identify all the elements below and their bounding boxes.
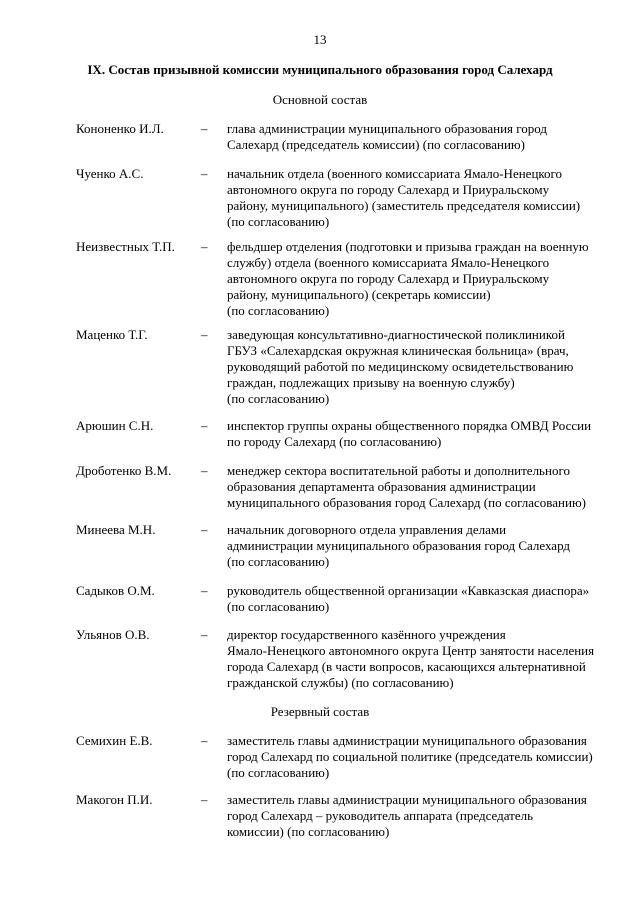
member-position [227, 121, 597, 153]
position-line: (по согласованию) [227, 391, 330, 406]
dash-separator: – [201, 583, 208, 598]
dash-separator: – [201, 792, 208, 807]
position-line: гражданской службы) (по согласованию) [227, 675, 454, 690]
member-position [227, 166, 597, 230]
member-position [227, 733, 597, 781]
dash-separator: – [201, 327, 208, 342]
position-line: Ямало-Ненецкого автономного округа Центр занятости населения [227, 643, 595, 658]
dash-separator: – [201, 522, 208, 537]
member-name: Чуенко А.С. [76, 166, 144, 181]
member-name: Дроботенко В.М. [76, 463, 172, 478]
member-name: Кононенко И.Л. [76, 121, 164, 136]
position-line: району, муниципального) (заместитель председателя комиссии) [227, 198, 581, 213]
position-line: (по согласованию) [227, 599, 330, 614]
member-position [227, 463, 597, 511]
position-line: администрации муниципального образования город Салехард [227, 538, 571, 553]
dash-separator: – [201, 418, 208, 433]
member-position [227, 327, 597, 407]
position-line: инспектор группы охраны общественного порядка ОМВД России [227, 418, 592, 433]
position-line: службу) отдела (военного комиссариата Ямало-Ненецкого [227, 255, 550, 270]
position-line: города Салехард (в части вопросов, касающихся альтернативной [227, 659, 586, 674]
position-line: району, муниципального) (секретарь комиссии) [227, 287, 491, 302]
member-name: Маценко Т.Г. [76, 327, 148, 342]
member-name: Семихин Е.В. [76, 733, 153, 748]
dash-separator: – [201, 121, 208, 136]
position-line: автономного округа по городу Салехард и Приуральскому [227, 271, 550, 286]
main-section-heading: Основной состав [272, 92, 368, 107]
position-line: заведующая консультативно-диагностической поликлиникой [227, 327, 565, 342]
dash-separator: – [201, 166, 208, 181]
reserve-section-heading: Резервный состав [270, 704, 370, 719]
position-line: менеджер сектора воспитательной работы и дополнительного [227, 463, 570, 478]
position-line: (по согласованию) [227, 214, 330, 229]
page-number: 13 [313, 32, 327, 47]
position-line: (по согласованию) [227, 554, 330, 569]
position-line: комиссии) (по согласованию) [227, 824, 390, 839]
position-line: глава администрации муниципального образования город [227, 121, 547, 136]
position-line: руководитель общественной организации «Кавказская диаспора» [227, 583, 590, 598]
position-line: муниципального образования город Салехард (по согласованию) [227, 495, 586, 510]
position-line: начальник отдела (военного комиссариата Ямало-Ненецкого [227, 166, 563, 181]
member-position [227, 418, 597, 450]
member-position [227, 583, 597, 615]
position-line: граждан, подлежащих призыву на военную службу) [227, 375, 515, 390]
position-line: Салехард (председатель комиссии) (по согласованию) [227, 137, 525, 152]
member-position [227, 239, 597, 319]
position-line: директор государственного казённого учреждения [227, 627, 506, 642]
position-line: город Салехард – руководитель аппарата (председатель [227, 808, 534, 823]
position-line: (по согласованию) [227, 303, 330, 318]
position-line: заместитель главы администрации муниципального образования [227, 792, 587, 807]
position-line: руководящий работой по медицинскому освидетельствованию [227, 359, 574, 374]
position-line: город Салехард по социальной политике (председатель комиссии) [227, 749, 593, 764]
position-line: начальник договорного отдела управления делами [227, 522, 507, 537]
dash-separator: – [201, 239, 208, 254]
member-name: Минеева М.Н. [76, 522, 156, 537]
member-position [227, 627, 597, 691]
position-line: автономного округа по городу Салехард и Приуральскому [227, 182, 550, 197]
dash-separator: – [201, 463, 208, 478]
member-position [227, 792, 597, 840]
member-name: Арюшин С.Н. [76, 418, 154, 433]
member-position [227, 522, 597, 570]
position-line: фельдшер отделения (подготовки и призыва граждан на военную [227, 239, 589, 254]
position-line: заместитель главы администрации муниципального образования [227, 733, 587, 748]
position-line: образования департамента образования администрации [227, 479, 536, 494]
member-name: Макогон П.И. [76, 792, 153, 807]
dash-separator: – [201, 733, 208, 748]
position-line: (по согласованию) [227, 765, 330, 780]
member-name: Садыков О.М. [76, 583, 155, 598]
position-line: ГБУЗ «Салехардская окружная клиническая больница» (врач, [227, 343, 569, 358]
member-name: Неизвестных Т.П. [76, 239, 175, 254]
page-title: IX. Состав призывной комиссии муниципального образования город Салехард [87, 62, 553, 77]
dash-separator: – [201, 627, 208, 642]
member-name: Ульянов О.В. [76, 627, 150, 642]
position-line: по городу Салехард (по согласованию) [227, 434, 442, 449]
